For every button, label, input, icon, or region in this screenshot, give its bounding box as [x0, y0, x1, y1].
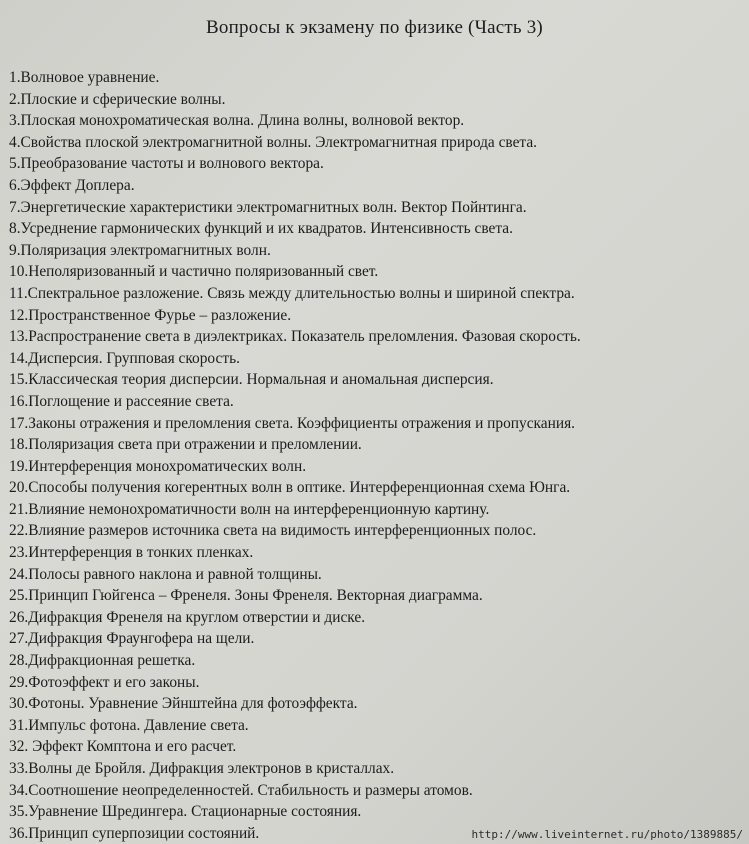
list-item: 2.Плоские и сферические волны.	[9, 90, 226, 108]
list-item: 1.Волновое уравнение.	[9, 69, 160, 86]
watermark-url: http://www.liveinternet.ru/photo/1389885/	[471, 828, 743, 841]
list-item: 20.Способы получения когерентных волн в оптике. Интерференционная схема Юнга.	[9, 479, 571, 497]
list-item: 8.Усреднение гармонических функций и их квадратов. Интенсивность света.	[9, 220, 513, 238]
list-item: 34.Соотношение неопределенностей. Стабильность и размеры атомов.	[9, 781, 473, 799]
list-item: 28.Дифракционная решетка.	[9, 652, 196, 670]
list-item: 4.Свойства плоской электромагнитной волны. Электромагнитная природа света.	[9, 133, 538, 151]
list-item: 21.Влияние немонохроматичности волн на интерференционную картину.	[9, 500, 490, 518]
question-list	[9, 67, 737, 844]
list-item: 3.Плоская монохроматическая волна. Длина волны, волновой вектор.	[9, 112, 465, 130]
list-item: 5.Преобразование частоты и волнового вектора.	[9, 155, 324, 173]
list-item: 6.Эффект Доплера.	[9, 176, 135, 194]
list-item: 18.Поляризация света при отражении и преломлении.	[9, 436, 362, 454]
list-item: 26.Дифракция Френеля на круглом отверстии и диске.	[9, 608, 366, 626]
list-item: 16.Поглощение и рассеяние света.	[9, 392, 234, 410]
list-item: 11.Спектральное разложение. Связь между длительностью волны и шириной спектра.	[9, 284, 575, 302]
list-item: 36.Принцип суперпозиции состояний.	[9, 824, 260, 842]
list-item: 31.Импульс фотона. Давление света.	[9, 716, 249, 734]
list-item: 30.Фотоны. Уравнение Эйнштейна для фотоэффекта.	[9, 695, 358, 713]
list-item: 35.Уравнение Шредингера. Стационарные состояния.	[9, 803, 362, 821]
page-title: Вопросы к экзамену по физике (Часть 3)	[206, 17, 543, 38]
list-item: 29.Фотоэффект и его законы.	[9, 673, 200, 691]
list-item: 22.Влияние размеров источника света на видимость интерференционных полос.	[9, 522, 537, 540]
list-item: 24.Полосы равного наклона и равной толщины.	[9, 565, 322, 583]
list-item: 19.Интерференция монохроматических волн.	[9, 457, 307, 475]
list-item: 14.Дисперсия. Групповая скорость.	[9, 349, 240, 367]
list-item: 7.Энергетические характеристики электромагнитных волн. Вектор Пойнтинга.	[9, 198, 527, 216]
list-item: 27.Дифракция Фраунгофера на щели.	[9, 630, 255, 648]
list-item: 13.Распространение света в диэлектриках. Показатель преломления. Фазовая скорость.	[9, 328, 581, 346]
list-item: 12.Пространственное Фурье – разложение.	[9, 306, 292, 324]
list-item: 17.Законы отражения и преломления света. Коэффициенты отражения и пропускания.	[9, 414, 576, 432]
list-item: 33.Волны де Бройля. Дифракция электронов в кристаллах.	[9, 760, 395, 777]
list-item: 25.Принцип Гюйгенса – Френеля. Зоны Френеля. Векторная диаграмма.	[9, 587, 483, 605]
list-item: 10.Неполяризованный и частично поляризованный свет.	[9, 263, 379, 281]
list-item: 32. Эффект Комптона и его расчет.	[9, 738, 237, 756]
list-item: 15.Классическая теория дисперсии. Нормальная и аномальная дисперсия.	[9, 371, 494, 389]
list-item: 9.Поляризация электромагнитных волн.	[9, 241, 271, 259]
list-item: 23.Интерференция в тонких пленках.	[9, 544, 254, 562]
